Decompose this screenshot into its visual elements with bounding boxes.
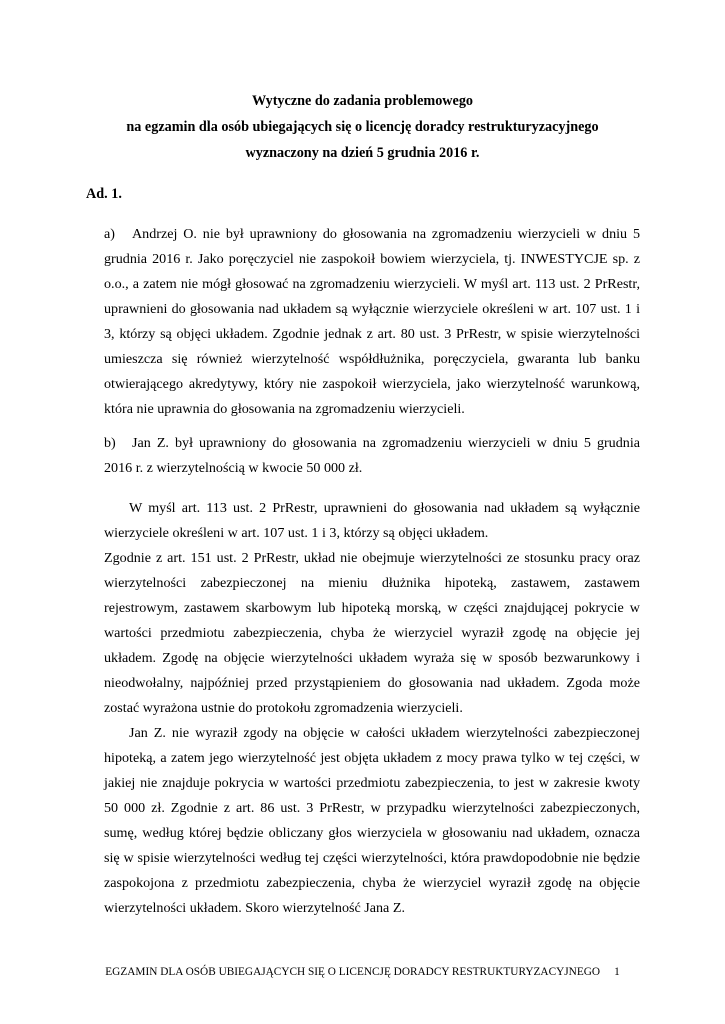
paragraph-a-label: a) (104, 226, 115, 242)
paragraph-b (104, 431, 640, 481)
paragraph-c (104, 496, 640, 921)
page-number: 1 (614, 966, 620, 978)
footer-text: EGZAMIN DLA OSÓB UBIEGAJĄCYCH SIĘ O LICENCJĘ DORADCY RESTRUKTURYZACYJNEGO (105, 966, 601, 978)
paragraph-c-1: W myśl art. 113 ust. 2 PrRestr, uprawnieni do głosowania nad układem są wyłącznie wierzyciele określeni w art. 107 ust. 1 i 3, którzy są objęci układem. (104, 500, 640, 541)
title-line-3: wyznaczony na dzień 5 grudnia 2016 r. (245, 145, 480, 161)
paragraph-b-text: Jan Z. był uprawniony do głosowania na zgromadzeniu wierzycieli w dniu 5 grudnia 2016 r. z wierzytelnością w kwocie 50 000 zł. (104, 435, 640, 476)
title-line-2: na egzamin dla osób ubiegających się o licencję doradcy restrukturyzacyjnego (126, 119, 599, 135)
paragraph-a (104, 222, 640, 422)
section-heading: Ad. 1. (86, 186, 122, 202)
paragraph-a-text: Andrzej O. nie był uprawniony do głosowania na zgromadzeniu wierzycieli w dniu 5 grudnia 2016 r. Jako poręczyciel nie zaspokoił bowiem wierzyciela, tj. INWESTYCJE sp. z o.o., a zatem nie mógł głosować na zgromadzeniu wierzycieli. W myśl art. 113 ust. 2 PrRestr, uprawnieni do głosowania nad układem są wyłącznie wierzyciele określeni w art. 107 ust. 1 i 3, którzy są objęci układem. Zgodnie jednak z art. 80 ust. 3 PrRestr, w spisie wierzytelności umieszcza się również wierzytelność współdłużnika, poręczyciela, gwaranta lub banku otwierającego akredytywy, który nie zaspokoił wierzyciela, jako wierzytelność warunkową, która nie uprawnia do głosowania na zgromadzeniu wierzycieli. (104, 226, 640, 417)
paragraph-c-2: Zgodnie z art. 151 ust. 2 PrRestr, układ nie obejmuje wierzytelności ze stosunku pracy oraz wierzytelności zabezpieczonej na mieniu dłużnika hipoteką, zastawem, zastawem rejestrowym, zastawem skarbowym lub hipoteką morską, w części znajdującej pokrycie w wartości przedmiotu zabezpieczenia, chyba że wierzyciel wyraził zgodę na objęcie jej układem. Zgodę na objęcie wierzytelności układem wyraża się w sposób bezwarunkowy i nieodwołalny, najpóźniej przed przystąpieniem do głosowania nad układem. Zgoda może zostać wyrażona ustnie do protokołu zgromadzenia wierzycieli. (104, 550, 640, 716)
document-title (0, 88, 725, 166)
title-line-1: Wytyczne do zadania problemowego (251, 93, 474, 109)
page-footer (0, 965, 725, 979)
paragraph-b-label: b) (104, 435, 116, 451)
paragraph-c-3: Jan Z. nie wyraził zgody na objęcie w całości układem wierzytelności zabezpieczonej hipoteką, a zatem jego wierzytelność jest objęta układem z mocy prawa tylko w tej części, w jakiej nie znajduje pokrycia w wartości przedmiotu zabezpieczenia, to jest w zakresie kwoty 50 000 zł. Zgodnie z art. 86 ust. 3 PrRestr, w przypadku wierzytelności zabezpieczonych, sumę, według której będzie obliczany głos wierzyciela w głosowaniu nad układem, oznacza się w spisie wierzytelności według tej części wierzytelności, która prawdopodobnie nie będzie zaspokojona z przedmiotu zabezpieczenia, chyba że wierzyciel wyraził zgodę na objęcie wierzytelności układem. Skoro wierzytelność Jana Z. (104, 725, 640, 916)
